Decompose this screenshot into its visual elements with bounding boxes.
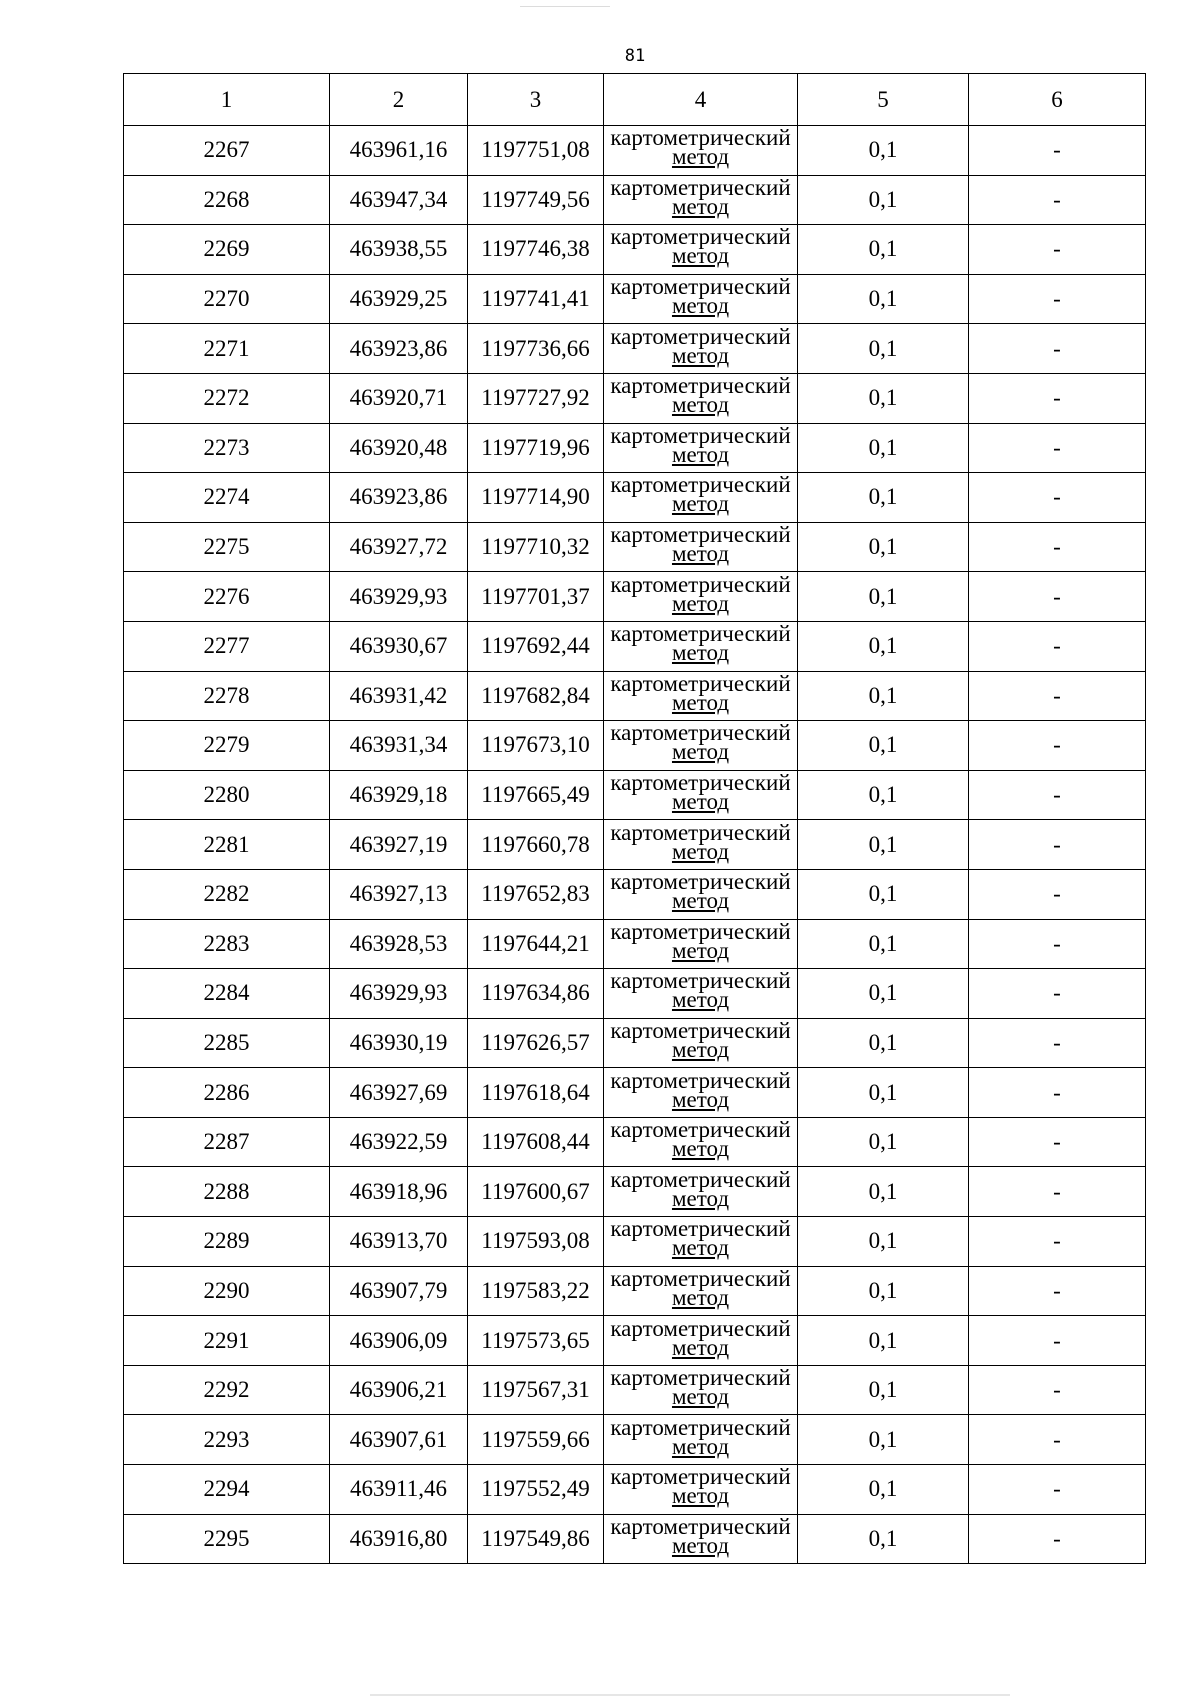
method-line-1: картометрический — [610, 472, 791, 498]
x-coordinate-cell: 463931,42 — [330, 671, 468, 721]
method-line-1: картометрический — [610, 1067, 791, 1093]
method-line-1: картометрический — [610, 323, 791, 349]
method-line-2: метод — [671, 342, 730, 368]
point-number-cell: 2288 — [124, 1167, 330, 1217]
note-cell: - — [969, 1415, 1146, 1465]
point-number-cell: 2271 — [124, 324, 330, 374]
x-coordinate-cell: 463927,69 — [330, 1068, 468, 1118]
method-cell — [604, 373, 798, 423]
y-coordinate-cell: 1197552,49 — [468, 1465, 604, 1515]
method-line-1: картометрический — [610, 1414, 791, 1440]
point-number-cell: 2269 — [124, 225, 330, 275]
note-cell: - — [969, 721, 1146, 771]
method-line-1: картометрический — [610, 224, 791, 250]
note-cell: - — [969, 1167, 1146, 1217]
y-coordinate-cell: 1197608,44 — [468, 1117, 604, 1167]
method-line-2: метод — [671, 937, 730, 963]
method-line-1: картометрический — [610, 869, 791, 895]
table-row — [124, 721, 1146, 771]
point-number-cell: 2287 — [124, 1117, 330, 1167]
table-row — [124, 1415, 1146, 1465]
accuracy-cell: 0,1 — [798, 1365, 969, 1415]
x-coordinate-cell: 463907,79 — [330, 1266, 468, 1316]
accuracy-cell: 0,1 — [798, 1167, 969, 1217]
accuracy-cell: 0,1 — [798, 621, 969, 671]
accuracy-cell: 0,1 — [798, 1117, 969, 1167]
accuracy-cell: 0,1 — [798, 1266, 969, 1316]
note-cell: - — [969, 572, 1146, 622]
x-coordinate-cell: 463928,53 — [330, 919, 468, 969]
method-line-1: картометрический — [610, 1266, 791, 1291]
accuracy-cell: 0,1 — [798, 671, 969, 721]
point-number-cell: 2278 — [124, 671, 330, 721]
table-row — [124, 671, 1146, 721]
y-coordinate-cell: 1197736,66 — [468, 324, 604, 374]
point-number-cell: 2267 — [124, 126, 330, 176]
method-line-1: картометрический — [610, 1315, 791, 1341]
method-line-2: метод — [671, 1136, 730, 1162]
accuracy-cell: 0,1 — [798, 522, 969, 572]
y-coordinate-cell: 1197634,86 — [468, 969, 604, 1019]
y-coordinate-cell: 1197749,56 — [468, 175, 604, 225]
method-line-2: метод — [671, 590, 730, 616]
method-line-2: метод — [671, 541, 730, 567]
method-cell — [604, 1018, 798, 1068]
method-cell — [604, 473, 798, 523]
table-row — [124, 1117, 1146, 1167]
x-coordinate-cell: 463923,86 — [330, 473, 468, 523]
note-cell: - — [969, 423, 1146, 473]
y-coordinate-cell: 1197573,65 — [468, 1316, 604, 1366]
point-number-cell: 2292 — [124, 1365, 330, 1415]
table-row — [124, 175, 1146, 225]
method-cell — [604, 969, 798, 1019]
note-cell: - — [969, 175, 1146, 225]
table-row — [124, 770, 1146, 820]
method-line-1: картометрический — [610, 671, 791, 696]
table-row — [124, 1266, 1146, 1316]
method-cell — [604, 1217, 798, 1267]
method-line-2: метод — [671, 392, 730, 418]
x-coordinate-cell: 463929,25 — [330, 274, 468, 324]
method-cell — [604, 721, 798, 771]
method-line-2: метод — [671, 1532, 730, 1558]
accuracy-cell: 0,1 — [798, 721, 969, 771]
method-line-1: картометрический — [610, 621, 791, 647]
table-row — [124, 126, 1146, 176]
column-header: 5 — [798, 74, 969, 126]
table-row — [124, 869, 1146, 919]
y-coordinate-cell: 1197660,78 — [468, 820, 604, 870]
column-header: 6 — [969, 74, 1146, 126]
y-coordinate-cell: 1197727,92 — [468, 373, 604, 423]
x-coordinate-cell: 463906,21 — [330, 1365, 468, 1415]
table-row — [124, 225, 1146, 275]
method-cell — [604, 1365, 798, 1415]
table-row — [124, 969, 1146, 1019]
method-line-2: метод — [671, 1036, 730, 1062]
method-line-2: метод — [671, 888, 730, 914]
point-number-cell: 2273 — [124, 423, 330, 473]
x-coordinate-cell: 463916,80 — [330, 1514, 468, 1564]
table-row — [124, 1217, 1146, 1267]
y-coordinate-cell: 1197673,10 — [468, 721, 604, 771]
point-number-cell: 2270 — [124, 274, 330, 324]
scan-mark-bottom — [370, 1694, 1010, 1696]
note-cell: - — [969, 126, 1146, 176]
method-cell — [604, 919, 798, 969]
method-cell — [604, 671, 798, 721]
x-coordinate-cell: 463927,72 — [330, 522, 468, 572]
method-cell — [604, 175, 798, 225]
method-line-2: метод — [671, 789, 730, 815]
x-coordinate-cell: 463947,34 — [330, 175, 468, 225]
method-cell — [604, 225, 798, 275]
x-coordinate-cell: 463938,55 — [330, 225, 468, 275]
x-coordinate-cell: 463927,13 — [330, 869, 468, 919]
method-cell — [604, 770, 798, 820]
note-cell: - — [969, 473, 1146, 523]
y-coordinate-cell: 1197618,64 — [468, 1068, 604, 1118]
y-coordinate-cell: 1197714,90 — [468, 473, 604, 523]
note-cell: - — [969, 324, 1146, 374]
table-row — [124, 473, 1146, 523]
note-cell: - — [969, 1018, 1146, 1068]
x-coordinate-cell: 463906,09 — [330, 1316, 468, 1366]
method-line-1: картометрический — [610, 1117, 791, 1143]
scan-mark-top — [520, 6, 610, 7]
accuracy-cell: 0,1 — [798, 126, 969, 176]
note-cell: - — [969, 1465, 1146, 1515]
table-row — [124, 621, 1146, 671]
accuracy-cell: 0,1 — [798, 1068, 969, 1118]
y-coordinate-cell: 1197567,31 — [468, 1365, 604, 1415]
point-number-cell: 2275 — [124, 522, 330, 572]
method-cell — [604, 1117, 798, 1167]
x-coordinate-cell: 463927,19 — [330, 820, 468, 870]
point-number-cell: 2282 — [124, 869, 330, 919]
page-number: 81 — [624, 46, 646, 66]
method-line-1: картометрический — [610, 968, 791, 994]
accuracy-cell: 0,1 — [798, 274, 969, 324]
method-line-2: метод — [671, 987, 730, 1013]
method-line-2: метод — [671, 491, 730, 517]
method-line-2: метод — [671, 1086, 730, 1112]
method-line-2: метод — [671, 640, 730, 666]
note-cell: - — [969, 1068, 1146, 1118]
note-cell: - — [969, 1514, 1146, 1564]
method-line-1: картометрический — [610, 1464, 791, 1490]
point-number-cell: 2285 — [124, 1018, 330, 1068]
method-line-2: метод — [671, 1483, 730, 1509]
table-row — [124, 1465, 1146, 1515]
y-coordinate-cell: 1197593,08 — [468, 1217, 604, 1267]
method-cell — [604, 423, 798, 473]
y-coordinate-cell: 1197600,67 — [468, 1167, 604, 1217]
x-coordinate-cell: 463931,34 — [330, 721, 468, 771]
y-coordinate-cell: 1197746,38 — [468, 225, 604, 275]
method-line-2: метод — [671, 144, 730, 170]
method-cell — [604, 1415, 798, 1465]
y-coordinate-cell: 1197665,49 — [468, 770, 604, 820]
note-cell: - — [969, 770, 1146, 820]
x-coordinate-cell: 463923,86 — [330, 324, 468, 374]
accuracy-cell: 0,1 — [798, 572, 969, 622]
accuracy-cell: 0,1 — [798, 473, 969, 523]
note-cell: - — [969, 621, 1146, 671]
method-line-1: картометрический — [610, 770, 791, 796]
method-line-2: метод — [671, 1284, 730, 1310]
method-line-2: метод — [671, 1334, 730, 1360]
table-row — [124, 274, 1146, 324]
method-cell — [604, 820, 798, 870]
method-line-1: картометрический — [610, 125, 791, 151]
y-coordinate-cell: 1197751,08 — [468, 126, 604, 176]
table-row — [124, 1167, 1146, 1217]
table-row — [124, 522, 1146, 572]
method-cell — [604, 1068, 798, 1118]
accuracy-cell: 0,1 — [798, 1316, 969, 1366]
header-row — [124, 74, 1146, 126]
column-header: 4 — [604, 74, 798, 126]
method-line-1: картометрический — [610, 571, 791, 597]
note-cell: - — [969, 373, 1146, 423]
method-line-2: метод — [671, 689, 730, 715]
method-line-1: картометрический — [610, 274, 791, 300]
point-number-cell: 2289 — [124, 1217, 330, 1267]
table-row — [124, 324, 1146, 374]
accuracy-cell: 0,1 — [798, 820, 969, 870]
method-line-2: метод — [671, 293, 730, 319]
y-coordinate-cell: 1197652,83 — [468, 869, 604, 919]
point-number-cell: 2290 — [124, 1266, 330, 1316]
x-coordinate-cell: 463922,59 — [330, 1117, 468, 1167]
note-cell: - — [969, 869, 1146, 919]
method-line-2: метод — [671, 1384, 730, 1410]
coordinates-table — [123, 73, 1146, 1564]
point-number-cell: 2272 — [124, 373, 330, 423]
method-line-1: картометрический — [610, 819, 791, 845]
point-number-cell: 2291 — [124, 1316, 330, 1366]
point-number-cell: 2284 — [124, 969, 330, 1019]
method-cell — [604, 869, 798, 919]
accuracy-cell: 0,1 — [798, 969, 969, 1019]
table-row — [124, 1514, 1146, 1564]
accuracy-cell: 0,1 — [798, 1018, 969, 1068]
method-line-1: картометрический — [610, 175, 791, 200]
point-number-cell: 2277 — [124, 621, 330, 671]
note-cell: - — [969, 671, 1146, 721]
y-coordinate-cell: 1197692,44 — [468, 621, 604, 671]
table-row — [124, 919, 1146, 969]
point-number-cell: 2281 — [124, 820, 330, 870]
accuracy-cell: 0,1 — [798, 770, 969, 820]
x-coordinate-cell: 463961,16 — [330, 126, 468, 176]
column-header: 1 — [124, 74, 330, 126]
table-row — [124, 1068, 1146, 1118]
method-line-2: метод — [671, 739, 730, 765]
x-coordinate-cell: 463918,96 — [330, 1167, 468, 1217]
method-line-1: картометрический — [610, 1018, 791, 1043]
accuracy-cell: 0,1 — [798, 324, 969, 374]
method-line-1: картометрический — [610, 919, 791, 944]
point-number-cell: 2274 — [124, 473, 330, 523]
note-cell: - — [969, 522, 1146, 572]
method-cell — [604, 274, 798, 324]
table-row — [124, 1365, 1146, 1415]
x-coordinate-cell: 463929,18 — [330, 770, 468, 820]
y-coordinate-cell: 1197719,96 — [468, 423, 604, 473]
method-line-2: метод — [671, 441, 730, 467]
point-number-cell: 2276 — [124, 572, 330, 622]
point-number-cell: 2286 — [124, 1068, 330, 1118]
y-coordinate-cell: 1197644,21 — [468, 919, 604, 969]
method-cell — [604, 324, 798, 374]
x-coordinate-cell: 463920,71 — [330, 373, 468, 423]
accuracy-cell: 0,1 — [798, 373, 969, 423]
point-number-cell: 2295 — [124, 1514, 330, 1564]
method-cell — [604, 621, 798, 671]
method-cell — [604, 522, 798, 572]
table-body — [124, 126, 1146, 1564]
table-row — [124, 1018, 1146, 1068]
method-cell — [604, 1167, 798, 1217]
y-coordinate-cell: 1197626,57 — [468, 1018, 604, 1068]
method-line-1: картометрический — [610, 373, 791, 399]
accuracy-cell: 0,1 — [798, 1465, 969, 1515]
x-coordinate-cell: 463913,70 — [330, 1217, 468, 1267]
method-line-1: картометрический — [610, 1365, 791, 1391]
accuracy-cell: 0,1 — [798, 919, 969, 969]
method-line-2: метод — [671, 1235, 730, 1261]
column-header: 2 — [330, 74, 468, 126]
note-cell: - — [969, 1266, 1146, 1316]
method-line-1: картометрический — [610, 522, 791, 548]
method-line-2: метод — [671, 1185, 730, 1211]
point-number-cell: 2283 — [124, 919, 330, 969]
table-row — [124, 1316, 1146, 1366]
y-coordinate-cell: 1197701,37 — [468, 572, 604, 622]
note-cell: - — [969, 1217, 1146, 1267]
table-row — [124, 423, 1146, 473]
method-line-1: картометрический — [610, 1216, 791, 1242]
x-coordinate-cell: 463930,19 — [330, 1018, 468, 1068]
method-cell — [604, 126, 798, 176]
table-row — [124, 373, 1146, 423]
x-coordinate-cell: 463930,67 — [330, 621, 468, 671]
method-line-1: картометрический — [610, 720, 791, 746]
y-coordinate-cell: 1197741,41 — [468, 274, 604, 324]
method-cell — [604, 1266, 798, 1316]
note-cell: - — [969, 820, 1146, 870]
point-number-cell: 2280 — [124, 770, 330, 820]
method-line-2: метод — [671, 243, 730, 269]
method-line-1: картометрический — [610, 1514, 791, 1539]
method-cell — [604, 1465, 798, 1515]
x-coordinate-cell: 463929,93 — [330, 572, 468, 622]
method-cell — [604, 1514, 798, 1564]
point-number-cell: 2268 — [124, 175, 330, 225]
note-cell: - — [969, 1117, 1146, 1167]
accuracy-cell: 0,1 — [798, 423, 969, 473]
y-coordinate-cell: 1197710,32 — [468, 522, 604, 572]
method-line-2: метод — [671, 1433, 730, 1459]
x-coordinate-cell: 463907,61 — [330, 1415, 468, 1465]
method-line-2: метод — [671, 838, 730, 864]
method-line-1: картометрический — [610, 423, 791, 448]
method-cell — [604, 572, 798, 622]
accuracy-cell: 0,1 — [798, 1217, 969, 1267]
x-coordinate-cell: 463920,48 — [330, 423, 468, 473]
accuracy-cell: 0,1 — [798, 225, 969, 275]
column-header: 3 — [468, 74, 604, 126]
note-cell: - — [969, 225, 1146, 275]
note-cell: - — [969, 1365, 1146, 1415]
y-coordinate-cell: 1197682,84 — [468, 671, 604, 721]
method-cell — [604, 1316, 798, 1366]
point-number-cell: 2279 — [124, 721, 330, 771]
y-coordinate-cell: 1197549,86 — [468, 1514, 604, 1564]
accuracy-cell: 0,1 — [798, 1415, 969, 1465]
method-line-2: метод — [671, 193, 730, 219]
accuracy-cell: 0,1 — [798, 175, 969, 225]
table-row — [124, 820, 1146, 870]
x-coordinate-cell: 463929,93 — [330, 969, 468, 1019]
x-coordinate-cell: 463911,46 — [330, 1465, 468, 1515]
table-row — [124, 572, 1146, 622]
accuracy-cell: 0,1 — [798, 869, 969, 919]
point-number-cell: 2293 — [124, 1415, 330, 1465]
note-cell: - — [969, 1316, 1146, 1366]
note-cell: - — [969, 274, 1146, 324]
note-cell: - — [969, 969, 1146, 1019]
point-number-cell: 2294 — [124, 1465, 330, 1515]
note-cell: - — [969, 919, 1146, 969]
method-line-1: картометрический — [610, 1166, 791, 1192]
accuracy-cell: 0,1 — [798, 1514, 969, 1564]
y-coordinate-cell: 1197559,66 — [468, 1415, 604, 1465]
y-coordinate-cell: 1197583,22 — [468, 1266, 604, 1316]
